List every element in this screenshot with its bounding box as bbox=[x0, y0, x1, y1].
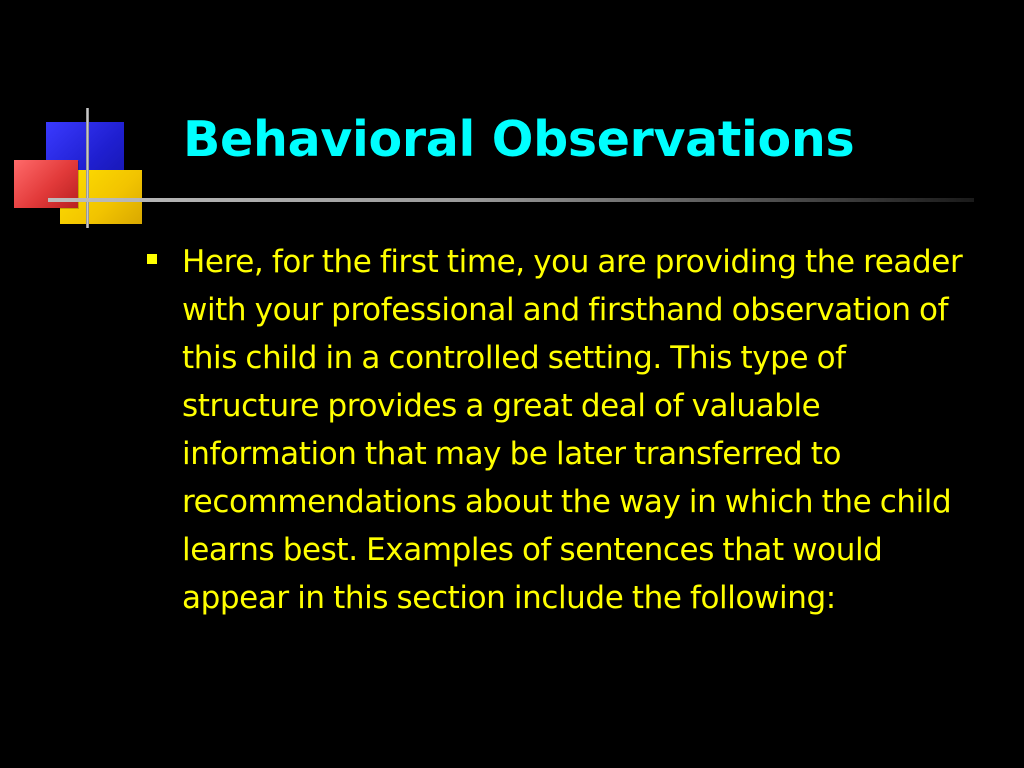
slide-title: Behavioral Observations bbox=[183, 111, 855, 168]
title-underline-rule bbox=[48, 198, 974, 202]
bullet-text: Here, for the first time, you are providing the reader with your professional and firsthand observation of this child in a controlled setting. This type of structure provides a great deal of valuable information that may be later transferred to recommendations about the way in which the child learns best. Examples of sentences that would appear in this section include the following: bbox=[182, 244, 963, 616]
bullet-list bbox=[140, 238, 990, 622]
bullet-item bbox=[140, 238, 990, 622]
vertical-line-decoration bbox=[86, 108, 89, 228]
square-bullet-icon bbox=[147, 254, 157, 264]
